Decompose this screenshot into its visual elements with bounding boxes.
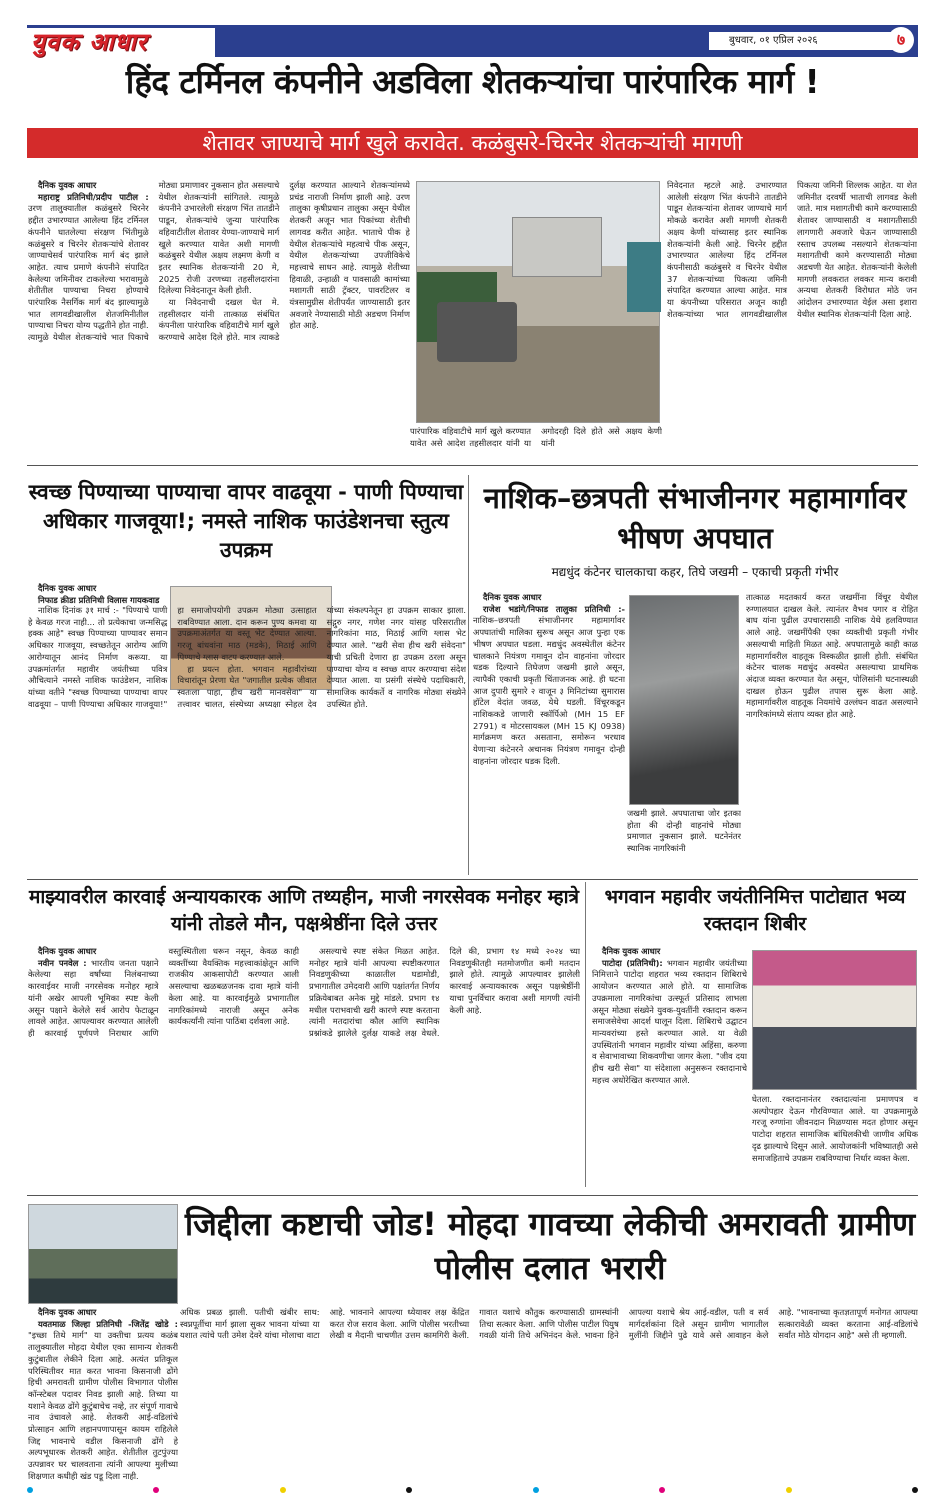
police-article-body (28, 1307, 178, 1485)
police-article-body-continued: अधिक प्रबळ झाली. पतीची खंबीर साथ: स्वप्नपूर्तीचा मार्ग झाला सुकर भावना यांच्या या यशात त्यांचे पती उमेश देवरे यांचा मोलाचा वाटा आहे. भावनाने आपल्या ध्येयावर लक्ष केंद्रित करत रोज सराव केला. आणि पोलीस भरतीच्या लेखी व मैदानी चाचणीत उत्तम कामगिरी केली. गावात यशाचे कौतुक करण्यासाठी ग्रामस्थांनी तिचा सत्कार केला. आणि पोलीस पाटील पियुष गवळी यांनी तिचे अभिनंदन केले. भावना हिने आपल्या यशाचे श्रेय आई-वडील, पती व सर्व मार्गदर्शकांना दिले असून ग्रामीण भागातील मुलींनी जिद्दीने पुढे यावे असे आवाहन केले आहे. "भावनाच्या कृतज्ञतापूर्ण मनोगत आपल्या सत्कारावेळी व्यक्त करताना आई-वडिलांचे सर्वांत मोठे योगदान आहे" असे ती म्हणाली. (180, 1307, 918, 1341)
paragraph: उरण तालुक्यातील कळंबुसरे चिरनेर हद्दीत उभारण्यात आलेल्या हिंद टर्मिनल कंपनीने घातलेल्या संरक्षण भिंतीमुळे कळंबुसरे व चिरनेर शेतकऱ्यांचे शेतावर जाण्याचेसर्व पारंपारिक मार्ग बंद झाले आहेत. त्याच प्रमाणे कंपनीने संपादित केलेल्या जमिनीवर टाकलेल्या भरावामुळे शेतीतील पाण्याचा निचरा होण्याचे पारंपारिक नैसर्गिक मार्ग बंद झाल्यामुळे भात लागवडीखालील शेतजमिनीतील पाण्याचा निचरा योग्य पद्धतीने होत नाही. त्यामुळे येथील शेतकऱ्यांचे भात पिकाचे मोठ्या प्रमाणावर नुकसान होत असल्याचे येथील शेतकऱ्यांनी सांगितले. त्यामुळे कंपनीने उभारलेली संरक्षण भिंत तातडीने पाडून, शेतकऱ्यांचे जुन्या पारंपारिक वहिवाटीतील शेतावर येण्या-जाण्याचे मार्ग खुले करण्यात यावेत अशी मागणी कळंबुसरे येथील अक्षय लक्ष्मण केणी व इतर स्थानिक शेतकऱ्यांनी 20 मे, 2025 रोजी उरणच्या तहसीलदारांना दिलेल्या निवेदनातून केली होती. (28, 180, 280, 343)
paragraph: या निवेदनाची दखल घेत मे. तहसीलदार यांनी तात्काळ संबंधित कंपनीला पारंपारिक वहिवाटीचे मार्ग खुले करण्याचे आदेश दिले होते. मात्र त्याकडे दुर्लक्ष करण्यात आल्याने शेतकऱ्यांमध्ये प्रचंड नाराजी निर्माण झाली आहे. उरण तालुका कृषीप्रधान तालुका असून येथील शेतकरी अजून भात पिकांच्या शेतीची लागवड करीत आहेत. भाताचे पीक हे येथील शेतकऱ्यांचे महत्वाचे पीक असून, येथील शेतकऱ्यांच्या उपजीविकेचे महत्त्वाचे साधन आहे. त्यामुळे शेतीच्या हिवाळी, उन्हाळी व पावसाळी कामांच्या मशागती साठी ट्रॅक्टर, पावरटिलर व यंत्रसामुग्रीस शेतीपर्यंत जाण्यासाठी इतर अवजारे नेण्यासाठी मोठी अडचण निर्माण होत आहे. (158, 180, 410, 343)
dateline: दैनिक युवक आधार (38, 1307, 97, 1317)
photo-damaged-vehicle (629, 595, 739, 805)
page-number: ७ (888, 27, 914, 53)
byline: नवीन पनवेल : (38, 957, 87, 968)
paragraph: भारतीय जनता पक्षाने केलेल्या सहा वर्षांच्या निलंबनाच्या कारवाईवर माजी नगरसेवक मनोहर म्हात्रे यांनी अखेर आपली भूमिका स्पष्ट केली असून पक्षाने केलेले सर्व आरोप फेटाळून लावले आहेत. आपल्यावर करण्यात आलेली ही कारवाई पूर्णपणे निराधार आणि वस्तुस्थितीला धरून नसून, केवळ काही व्यक्तींच्या वैयक्तिक महत्त्वाकांक्षेतून आणि राजकीय आकसापोटी करण्यात आली असल्याचा खळबळजनक दावा म्हात्रे यांनी केला आहे. या कारवाईमुळे प्रभागातील नागरिकांमध्ये नाराजी असून अनेक कार्यकर्त्यांनी त्यांना पाठिंबा दर्शवला आहे. (28, 946, 299, 1038)
accident-article-headline: नाशिक–छत्रपती संभाजीनगर महामार्गावर भीषण अपघात (483, 481, 907, 555)
police-article-headline: जिद्दीला कष्टाची जोड! मोहदा गावच्या लेकीची अमरावती ग्रामीण पोलीस दलात भरारी (184, 1205, 916, 1287)
photo-farm-road-tractor (416, 181, 660, 423)
paragraph: नाशिक–छत्रपती संभाजीनगर महामार्गावर अपघातांची मालिका सुरूच असून आज पुन्हा एक भीषण अपघात घडला. मद्यधुंद अवस्थेतील कंटेनर चालकाने नियंत्रण गमावून दोन वाहनांना जोरदार धडक दिल्याने तिघेजण जखमी झाले असून, त्यापैकी एकाची प्रकृती चिंताजनक आहे. ही घटना आज दुपारी सुमारे २ वाजून ३ मिनिटांच्या सुमारास हॉटेल वेदांत जवळ, येथे घडली. विंचूरकडून नाशिककडे जाणारी स्कॉर्पिओ (MH 15 EF 2791) व मोटरसायकल (MH 15 KJ 0938) मार्गक्रमण करत असताना, समोरून भरधाव येणाऱ्या कंटेनरने अचानक नियंत्रण गमावून दोन्ही वाहनांना जोरदार धडक दिली. (473, 615, 625, 766)
paragraph: असल्याचे स्पष्ट संकेत मिळत आहेत. मनोहर म्हात्रे यांनी आपल्या स्पष्टीकरणात निवडणुकीच्या काळातील घडामोडी, प्रभागातील उमेदवारी आणि पक्षांतर्गत निर्णय प्रक्रियेबाबत अनेक मुद्दे मांडले. प्रभाग १४ मधील पराभवाची खरी कारणे स्पष्ट करताना त्यांनी मतदारांचा कौल आणि स्थानिक प्रश्नांकडे झालेले दुर्लक्ष याकडे लक्ष वेधले. दिले की, प्रभाग १४ मध्ये २०२४ च्या निवडणुकीतही मतमोजणीत कमी मतदान झाले होते. त्यामुळे आपल्यावर झालेली कारवाई अन्यायकारक असून पक्षश्रेष्ठींनी याचा पुनर्विचार करावा अशी मागणी त्यांनी केली आहे. (309, 946, 580, 1038)
byline: निफाड क्रीडा प्रतिनिधी विलास गायकवाड (38, 594, 160, 605)
paragraph: भगवान महावीर जयंतीच्या निमित्ताने पाटोदा शहरात भव्य रक्तदान शिबिराचे आयोजन करण्यात आले होते. या सामाजिक उपक्रमाला नागरिकांचा उत्स्फूर्त प्रतिसाद लाभला असून मोठ्या संख्येने युवक-युवतींनी रक्तदान करून समाजसेवेचा आदर्श घालून दिला. शिबिराचे उद्घाटन मान्यवरांच्या हस्ते करण्यात आले. या वेळी उपस्थितांनी भगवान महावीर यांच्या अहिंसा, करुणा व सेवाभावाच्या शिकवणीचा जागर केला. "जीव दया हीच खरी सेवा" या संदेशाला अनुसरून रक्तदानाचे महत्त्व अधोरेखित करण्यात आले. (592, 957, 747, 1085)
divider (27, 465, 918, 466)
water-article-body (28, 605, 466, 875)
byline: पाटोदा (प्रतिनिधी): (602, 957, 663, 968)
byline: महाराष्ट्र प्रतिनिधी/प्रदीप पाटील : (38, 191, 149, 202)
photo-blood-donation-camp (752, 950, 917, 1090)
issue-date: बुधवार, ०१ एप्रिल २०२६ (709, 32, 894, 50)
divider (27, 879, 918, 880)
lead-photo-caption: पारंपारिक वहिवाटीचे मार्ग खुले करण्यात यावेत असे आदेश तहसीलदार यांनी या अगोदरही दिले होते असे अक्षय केणी यांनी (410, 426, 662, 448)
water-article-headline: स्वच्छ पिण्याच्या पाण्याचा वापर वाढवूया - पाणी पिण्याचा अधिकार गाजवूया!; नमस्ते नाशिक फाउंडेशनचा स्तुत्य उपक्रम (28, 480, 464, 562)
accident-article-body (473, 592, 625, 875)
paragraph: नाशिक दिनांक ३१ मार्च :- "पिण्याचे पाणी हे केवळ गरज नाही... तो प्रत्येकाचा जन्मसिद्ध हक्क आहे" स्वच्छ पिण्याच्या पाण्यावर समान अधिकार गाजवूया, स्वच्छतेतून आरोग्य आणि आरोग्यातून आनंद निर्माण करूया. या उपक्रमांतर्गत महावीर जयंतीच्या पवित्र औचित्याने नमस्ते नाशिक फाउंडेशन, नाशिक यांच्या वतीने "स्वच्छ पिण्याच्या पाण्याचा वापर वाढवूया – पाणी पिण्याचा अधिकार गाजवूया!" हा समाजोपयोगी उपक्रम मोठ्या उत्साहात राबविण्यात आला. दान करून पुण्य कमवा या उपक्रमाअंतर्गत या वस्तू भेट देण्यात आल्या. गरजू बांधवांना माठ (मडके), मिठाई आणि पिण्याचे ग्लास वाटप करण्यात आले. (28, 605, 317, 709)
accident-article-body-continued: तात्काळ मदतकार्य करत जखमींना विंचूर येथील रुग्णालयात दाखल केले. त्यानंतर वैभव पगार व रोहित बाघ यांना पुढील उपचारासाठी नाशिक येथे हलविण्यात आले आहे. जखमींपैकी एका व्यक्तीची प्रकृती गंभीर असल्याची माहिती मिळत आहे. अपघातामुळे काही काळ महामार्गावरील वाहतूक विस्कळीत झाली होती. संबंधित कंटेनर चालक मद्यधुंद अवस्थेत असल्याचा प्राथमिक अंदाज व्यक्त करण्यात येत असून, पोलिसांनी घटनास्थळी दाखल होऊन पुढील तपास सुरू केला आहे. महामार्गावरील वाहतूक नियमांचे उल्लंघन वाढत असल्याने नागरिकांमध्ये संताप व्यक्त होत आहे. (746, 592, 918, 720)
byline: राजेश भडांगे/निफाड तालुका प्रतिनिधी :- (483, 603, 625, 614)
dateline: दैनिक युवक आधार (38, 583, 97, 593)
lead-article-body-continued: निवेदनात म्हटले आहे. उभारण्यात आलेली संरक्षण भिंत कंपनीने तातडीने पाडून शेतकऱ्यांना शेतावर जाण्याचे मार्ग मोकळे करावेत अशी मागणी शेतकरी अक्षय केणी यांच्यासह इतर स्थानिक शेतकऱ्यांनी केली आहे. चिरनेर हद्दीत उभारण्यात आलेल्या हिंद टर्मिनल कंपनीसाठी कळंबुसरे व चिरनेर येथील 37 शेतकऱ्यांच्या पिकत्या जमिनी संपादित करण्यात आल्या आहेत. मात्र या कंपनीच्या परिसरात अजून काही शेतकऱ्यांच्या भात लागवडीखालील पिकत्या जमिनी शिल्लक आहेत. या शेत जमिनीत दरवर्षी भाताची लागवड केली जाते. मात्र मशागतीची कामे करण्यासाठी शेतावर जाण्यासाठी व मशागतीसाठी लागणारी अवजारे घेऊन जाण्यासाठी रस्ताच उपलब्ध नसल्याने शेतकऱ्यांना मशागतीची कामे करण्यासाठी मोठ्या अडचणी येत आहेत. शेतकऱ्यांनी केलेली मागणी लवकरात लवकर मान्य करावी अन्यथा शेतकरी विरोधात मोठे जन आंदोलन उभारण्यात येईल असा इशारा येथील स्थानिक शेतकऱ्यांनी दिला आहे. (667, 180, 917, 319)
column-divider (585, 882, 586, 1187)
newspaper-logo: युवक आधार (27, 28, 215, 57)
lead-subheadline-banner: शेतावर जाण्याचे मार्ग खुले करावेत. कळंबुसरे-चिरनेर शेतकऱ्यांची मागणी (27, 128, 918, 158)
dateline: दैनिक युवक आधार (38, 180, 97, 190)
lead-article-body (28, 180, 410, 460)
dateline: दैनिक युवक आधार (602, 946, 661, 956)
accident-article-subheadline: मद्यधुंद कंटेनर चालकाचा कहर, तिघे जखमी – एकाची प्रकृती गंभीर (551, 565, 839, 579)
blood-donation-body (592, 946, 747, 1186)
politics-article-headline: माझ्यावरील कारवाई अन्यायकारक आणि तथ्यहीन, माजी नगरसेवक मनोहर म्हात्रे यांनी तोडले मौन, पक्षश्रेष्ठींना दिले उत्तर (28, 886, 580, 935)
masthead (27, 25, 918, 57)
blood-donation-body-continued: घेतला. रक्तदानानंतर रक्तदात्यांना प्रमाणपत्र व अल्पोपहार देऊन गौरविण्यात आले. या उपक्रमामुळे गरजू रुग्णांना जीवनदान मिळण्यास मदत होणार असून पाटोदा शहरात सामाजिक बांधिलकीची जाणीव अधिक दृढ झाल्याचे दिसून आले. आयोजकांनी भविष्यातही असे समाजहिताचे उपक्रम राबविण्याचा निर्धार व्यक्त केला. (752, 1094, 918, 1163)
blood-donation-headline: भगवान महावीर जयंतीनिमित्त पाटोद्यात भव्य रक्तदान शिबीर (604, 886, 906, 935)
photo-police-recruit-family (28, 1204, 178, 1304)
politics-article-body (28, 946, 580, 1186)
divider (27, 1195, 918, 1196)
paragraph: हा प्रयत्न होता. भगवान महावीरांच्या विचारांतून प्रेरणा घेत "जगातील प्रत्येक जीवात स्वतःला पाहा, हीच खरी मानवसेवा" या तत्त्वावर चालत, संस्थेच्या अध्यक्षा स्नेहल देव यांच्या संकल्पनेतून हा उपक्रम साकार झाला. सद्गुरु नगर, गणेश नगर यांसह परिसरातील नागरिकांना माठ, मिठाई आणि ग्लास भेट देण्यात आले. "खरी सेवा हीच खरी संवेदना" याची प्रचिती देणारा हा उपक्रम ठरला असून पाण्याचा योग्य व स्वच्छ वापर करण्याचा संदेश देण्यात आला. या प्रसंगी संस्थेचे पदाधिकारी, सामाजिक कार्यकर्ते व नागरिक मोठ्या संख्येने उपस्थित होते. (177, 605, 466, 709)
byline: यवतमाळ जिल्हा प्रतिनिधी -जितेंद्र खोडे : (38, 1318, 178, 1329)
paragraph: "इच्छा तिथे मार्ग" या उक्तीचा प्रत्यय कळंब तालुक्यातील मोहदा येथील एका सामान्य शेतकरी कुटुंबातील लेकीने दिला आहे. अत्यंत प्रतिकूल परिस्थितीवर मात करत भावना किसनाजी ढोंगे हिची अमरावती ग्रामीण पोलीस विभागात पोलीस कॉन्स्टेबल पदावर निवड झाली आहे. तिच्या या यशाने केवळ ढोंगे कुटुंबाचेच नव्हे, तर संपूर्ण गावाचे नाव उंचावले आहे. शेतकरी आई-वडिलांचे प्रोत्साहन आणि लहानपणापासून कायम राहिलेले जिद्द भावनाचे वडील किसनाजी ढोंगे हे अल्पभूधारक शेतकरी आहेत. शेतीतील तुटपुंज्या उत्पन्नावर घर चालवताना त्यांनी आपल्या मुलीच्या शिक्षणात कधीही खंड पडू दिला नाही. (28, 1330, 178, 1481)
lead-headline: हिंद टर्मिनल कंपनीने अडविला शेतकऱ्यांचा पारंपारिक मार्ग ! (125, 62, 820, 101)
dateline: दैनिक युवक आधार (483, 592, 542, 602)
column-divider (468, 475, 469, 875)
accident-photo-caption: जखमी झाले. अपघाताचा जोर इतका होता की दोन्ही वाहनांचे मोठ्या प्रमाणात नुकसान झाले. घटनेनंतर स्थानिक नागरिकांनी (627, 808, 741, 854)
print-registration-marks (27, 1487, 918, 1493)
dateline: दैनिक युवक आधार (38, 946, 97, 956)
